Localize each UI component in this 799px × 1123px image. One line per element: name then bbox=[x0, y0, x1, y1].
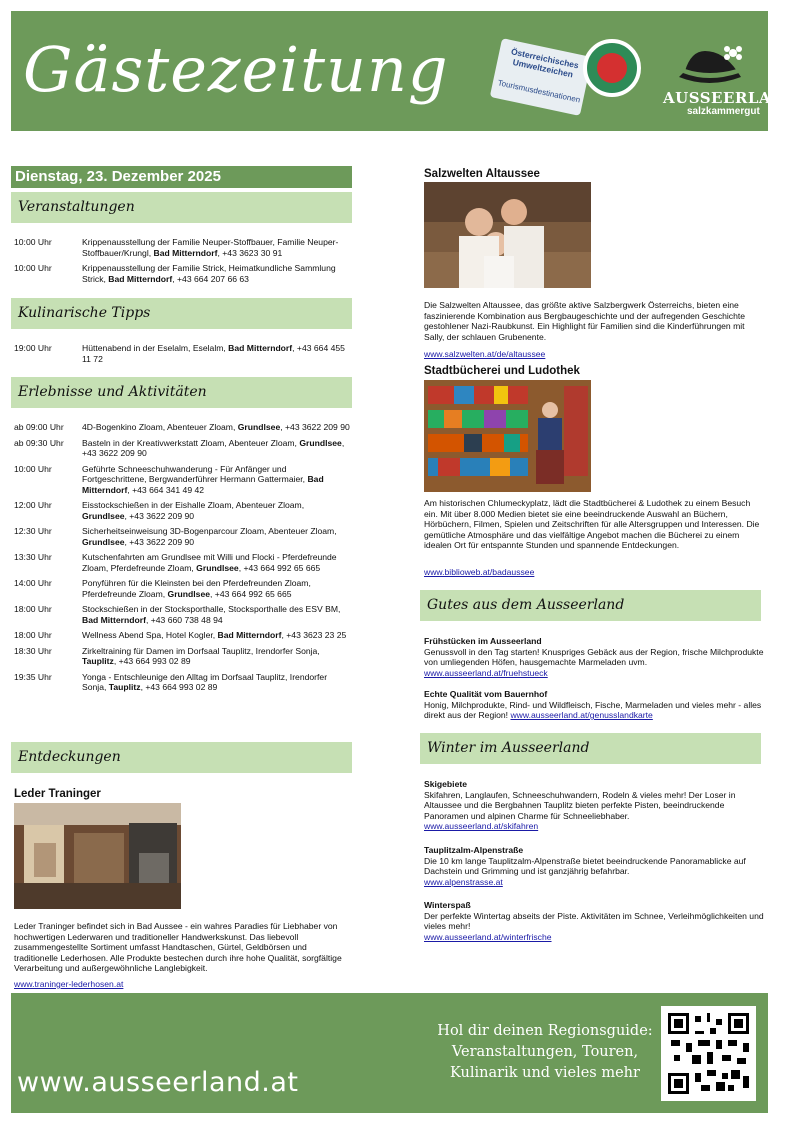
footer-guide-line1: Hol dir deinen Regionsguide: bbox=[437, 1023, 653, 1039]
event-row bbox=[14, 263, 350, 284]
event-contact: , +43 3622 209 90 bbox=[280, 422, 350, 432]
event-text: Stockschießen in der Stocksporthalle, Stocksporthalle des ESV BM, bbox=[82, 604, 341, 614]
event-place: Grundlsee bbox=[82, 536, 125, 547]
event-contact: , +43 664 992 65 665 bbox=[210, 588, 292, 599]
qr-code-icon[interactable] bbox=[661, 1006, 756, 1101]
buecherei-link[interactable]: www.biblioweb.at/badaussee bbox=[424, 567, 535, 577]
event-place: Grundlsee bbox=[299, 437, 342, 448]
winter-item-link[interactable]: www.ausseerland.at/winterfrische bbox=[424, 931, 552, 942]
footer-website[interactable]: www.ausseerland.at bbox=[17, 1067, 299, 1098]
footer-guide-text bbox=[435, 1021, 655, 1084]
winter-item-link[interactable]: www.ausseerland.at/skifahren bbox=[424, 821, 539, 831]
event-text: 4D-Bogenkino Zloam, Abenteuer Zloam, bbox=[82, 422, 238, 432]
leder-photo bbox=[14, 803, 181, 909]
event-time: 14:00 Uhr bbox=[14, 578, 52, 588]
gutes-item-text: Genussvoll in den Tag starten! Knuspriges Gebäck aus der Region, frische Milchprodukte von umliegenden Höfen, hausgemachte Marmeladen uvm. bbox=[424, 646, 764, 667]
event-time: 12:30 Uhr bbox=[14, 526, 52, 536]
event-time: 19:35 Uhr bbox=[14, 671, 52, 682]
event-description bbox=[82, 500, 350, 521]
winter-item-title: Tauplitzalm-Alpenstraße bbox=[424, 845, 524, 855]
event-contact: , +43 3622 209 90 bbox=[82, 437, 345, 458]
event-time: 19:00 Uhr bbox=[14, 343, 52, 353]
event-row bbox=[14, 646, 350, 667]
event-contact: , +43 3623 30 91 bbox=[217, 247, 283, 258]
event-row bbox=[14, 526, 350, 547]
event-text: Ponyführen für die Kleinsten bei den Pferdefreunden Zloam, Pferdefreunde Zloam, bbox=[82, 578, 311, 599]
section-entdeckungen: Entdeckungen bbox=[11, 742, 352, 773]
salzwelten-title: Salzwelten Altaussee bbox=[424, 168, 540, 180]
section-gutes: Gutes aus dem Ausseerland bbox=[420, 590, 761, 621]
event-row bbox=[14, 343, 350, 364]
event-text: Krippenausstellung der Familie Strick, Heimatkundliche Sammlung Strick, bbox=[82, 263, 336, 284]
winter-item-text: Die 10 km lange Tauplitzalm-Alpenstraße bietet beeindruckende Panoramablicke auf Dachstein und Grimming und ist ganzjährig befahrbar. bbox=[424, 855, 746, 876]
event-text: Zirkeltraining für Damen im Dorfsaal Tauplitz, Irendorfer Sonja, bbox=[82, 645, 320, 656]
event-contact: , +43 664 341 49 42 bbox=[127, 484, 205, 495]
section-kulinarische-tipps: Kulinarische Tipps bbox=[11, 298, 352, 329]
salzwelten-text: Die Salzwelten Altaussee, das größte aktive Salzbergwerk Österreichs, bieten eine faszinierende Kombination aus Bergbaugeschichte und der aufregenden Geschichte gestohlener Nazi-Raubkunst. Ein Highlight für Familien sind die Kinderführungen mit Sally, der schlauen Grubenente. bbox=[424, 300, 746, 342]
event-time: 10:00 Uhr bbox=[14, 237, 52, 247]
salzwelten-photo bbox=[424, 182, 591, 288]
event-time: 10:00 Uhr bbox=[14, 463, 52, 474]
event-place: Bad Mitterndorf bbox=[108, 273, 173, 284]
event-time: ab 09:00 Uhr bbox=[14, 422, 64, 432]
event-description bbox=[82, 630, 350, 641]
event-contact: , +43 3622 209 90 bbox=[124, 536, 195, 547]
event-place: Grundlsee bbox=[82, 510, 125, 521]
event-place: Tauplitz bbox=[108, 682, 141, 692]
gutes-item-text-inline: Honig, Milchprodukte, Rind- und Wildfleisch, Fische, Marmeladen und vieles mehr - alles direkt aus der Region! bbox=[424, 699, 762, 720]
event-text: Geführte Schneeschuhwanderung - Für Anfänger und Fortgeschrittene, Bergwanderführer Hermann Gattermaier, bbox=[82, 463, 308, 484]
event-time: 13:30 Uhr bbox=[14, 552, 52, 562]
footer-guide-line2: Veranstaltungen, Touren, bbox=[451, 1044, 639, 1060]
event-description bbox=[82, 552, 350, 573]
leder-text: Leder Traninger befindet sich in Bad Aussee - ein wahres Paradies für Liebhaber von hochwertigen Lederwaren und traditioneller Handwerkskunst. Das liebevoll zusammengestellte Sortiment umfasst Handtaschen, Gürtel, Geldbörsen und traditionelle Lederhosen. Alle Produkte bestechen durch ihre hohe Qualität, sorgfältige Verarbeitung und außergewöhnliche Langlebigkeit. bbox=[14, 921, 342, 973]
event-contact: , +43 3623 23 25 bbox=[281, 630, 347, 640]
event-description bbox=[82, 422, 350, 433]
event-list-veranstaltungen bbox=[14, 237, 350, 289]
header-banner bbox=[11, 11, 799, 131]
gutes-item-title: Echte Qualität vom Bauernhof bbox=[424, 689, 548, 699]
leder-title: Leder Traninger bbox=[14, 788, 101, 800]
page-title: Gästezeitung bbox=[23, 33, 449, 106]
event-description bbox=[82, 672, 350, 693]
event-place: Bad Mitterndorf bbox=[228, 343, 293, 353]
event-contact: , +43 3622 209 90 bbox=[124, 510, 195, 521]
event-description bbox=[82, 646, 350, 667]
event-description bbox=[82, 263, 350, 284]
event-contact: , +43 664 207 66 63 bbox=[172, 273, 249, 284]
event-place: Bad Mitterndorf bbox=[82, 614, 146, 625]
section-erlebnisse: Erlebnisse und Aktivitäten bbox=[11, 377, 352, 408]
event-time: 18:00 Uhr bbox=[14, 604, 52, 614]
event-place: Bad Mitterndorf bbox=[153, 247, 218, 258]
event-contact: , +43 660 738 48 94 bbox=[145, 614, 223, 625]
event-row bbox=[14, 438, 350, 459]
event-place: Grundlsee bbox=[237, 422, 281, 432]
event-row bbox=[14, 630, 350, 641]
event-contact: , +43 664 992 65 665 bbox=[238, 562, 321, 573]
gutes-item-text bbox=[424, 700, 764, 721]
event-time: 18:00 Uhr bbox=[14, 630, 52, 640]
eco-label-seal-icon bbox=[583, 39, 641, 97]
buecherei-text: Am historischen Chlumeckyplatz, lädt die Stadtbücherei & Ludothek zu einem Besuch ein. Mit über 8.000 Medien bietet sie eine beeindruckende Auswahl an Büchern, Hörbüchern, Filmen, Spielen und Zeitschriften für alle Altersgruppen und Interessen. Die gemütliche Atmosphäre und das vielfältige Angebot machen die Bücherei zu einem idealen Ort für entspannte Stunden und spannende Entdeckungen. bbox=[424, 498, 760, 550]
event-description bbox=[82, 578, 350, 599]
event-place: Bad Mitterndorf bbox=[82, 474, 324, 495]
section-winter: Winter im Ausseerland bbox=[420, 733, 761, 764]
event-row bbox=[14, 604, 350, 625]
event-place: Grundlsee bbox=[167, 588, 211, 599]
event-place: Grundlsee bbox=[196, 562, 239, 573]
gutes-item-1 bbox=[424, 636, 764, 678]
event-row bbox=[14, 578, 350, 599]
gutes-item-link[interactable]: www.ausseerland.at/fruehstueck bbox=[424, 667, 548, 678]
event-text: Kutschenfahrten am Grundlsee mit Willi und Flocki - Pferdefreunde Zloam, Pferdefreunde Zloam, bbox=[82, 552, 337, 573]
gutes-item-link[interactable]: www.ausseerland.at/genusslandkarte bbox=[510, 710, 653, 720]
footer-banner bbox=[11, 993, 768, 1113]
brand-logo-sub: salzkammergut bbox=[687, 106, 760, 117]
event-text: Hüttenabend in der Eselalm, Eselalm, bbox=[82, 343, 229, 353]
event-description bbox=[82, 438, 350, 459]
brand-logo-name: AUSSEERLAND bbox=[663, 89, 799, 107]
event-text: Basteln in der Kreativwerkstatt Zloam, Abenteuer Zloam, bbox=[82, 437, 300, 448]
winter-item-link[interactable]: www.alpenstrasse.at bbox=[424, 876, 503, 887]
event-row bbox=[14, 237, 350, 258]
event-description bbox=[82, 604, 350, 625]
eco-badge-subtitle: Tourismusdestinationen bbox=[496, 78, 582, 105]
event-description bbox=[82, 526, 350, 547]
winter-item-title: Winterspaß bbox=[424, 900, 471, 910]
winter-item-text: Der perfekte Wintertag abseits der Piste. Aktivitäten im Schnee, Verleihmöglichkeiten und vieles mehr! bbox=[424, 910, 764, 931]
event-row bbox=[14, 500, 350, 521]
event-text: Wellness Abend Spa, Hotel Kogler, bbox=[82, 630, 218, 640]
event-row bbox=[14, 464, 350, 496]
winter-item-3 bbox=[424, 900, 764, 942]
event-contact: , +43 664 455 11 72 bbox=[82, 343, 345, 364]
event-place: Tauplitz bbox=[82, 656, 114, 666]
eco-badge-title: Österreichisches Umweltzeichen bbox=[510, 46, 580, 80]
event-time: 10:00 Uhr bbox=[14, 263, 52, 273]
event-row bbox=[14, 422, 350, 433]
event-description bbox=[82, 343, 350, 364]
winter-item-2 bbox=[424, 845, 764, 887]
gutes-item-title: Frühstücken im Ausseerland bbox=[424, 636, 542, 646]
event-text: Eisstockschießen in der Eishalle Zloam, Abenteuer Zloam, bbox=[82, 500, 305, 510]
event-time: ab 09:30 Uhr bbox=[14, 437, 64, 448]
event-contact: , +43 664 993 02 89 bbox=[113, 656, 191, 666]
leder-link[interactable]: www.traninger-lederhosen.at bbox=[14, 979, 124, 989]
winter-item-title: Skigebiete bbox=[424, 779, 467, 789]
date-bar: Dienstag, 23. Dezember 2025 bbox=[11, 166, 352, 188]
winter-item-1 bbox=[424, 779, 764, 832]
winter-item-text: Skifahren, Langlaufen, Schneeschuhwandern, Rodeln & vieles mehr! Der Loser in Altaussee und die Bergbahnen Tauplitz bieten perfekte Pisten, beeindruckende Panoramen und alpinen Charme für Schneeliebhaber. bbox=[424, 789, 736, 821]
event-time: 18:30 Uhr bbox=[14, 645, 52, 656]
hat-logo-icon bbox=[671, 43, 747, 91]
event-time: 12:00 Uhr bbox=[14, 500, 52, 510]
event-row bbox=[14, 552, 350, 573]
event-text: Krippenausstellung der Familie Neuper-Stoffbauer, Familie Neuper-Stoffbauer/Krungl, bbox=[82, 237, 339, 258]
event-list-erlebnisse bbox=[14, 422, 350, 698]
event-text: Sicherheitseinweisung 3D-Bogenparcour Zloam, Abenteuer Zloam, bbox=[82, 526, 337, 536]
eco-label-badge bbox=[490, 38, 592, 116]
event-description bbox=[82, 464, 350, 496]
event-contact: , +43 664 993 02 89 bbox=[140, 682, 218, 692]
event-row bbox=[14, 672, 350, 693]
footer-guide-line3: Kulinarik und vieles mehr bbox=[450, 1065, 640, 1081]
gutes-item-2 bbox=[424, 689, 764, 721]
event-text: Yonga - Entschleunige den Alltag im Dorfsaal Tauplitz, Irendorfer Sonja, bbox=[82, 671, 328, 692]
event-place: Bad Mitterndorf bbox=[217, 630, 282, 640]
buecherei-photo bbox=[424, 380, 591, 492]
salzwelten-link[interactable]: www.salzwelten.at/de/altaussee bbox=[424, 349, 546, 359]
event-list-kulinarische bbox=[14, 343, 350, 369]
event-description bbox=[82, 237, 350, 258]
buecherei-title: Stadtbücherei und Ludothek bbox=[424, 365, 580, 377]
section-veranstaltungen: Veranstaltungen bbox=[11, 192, 352, 223]
